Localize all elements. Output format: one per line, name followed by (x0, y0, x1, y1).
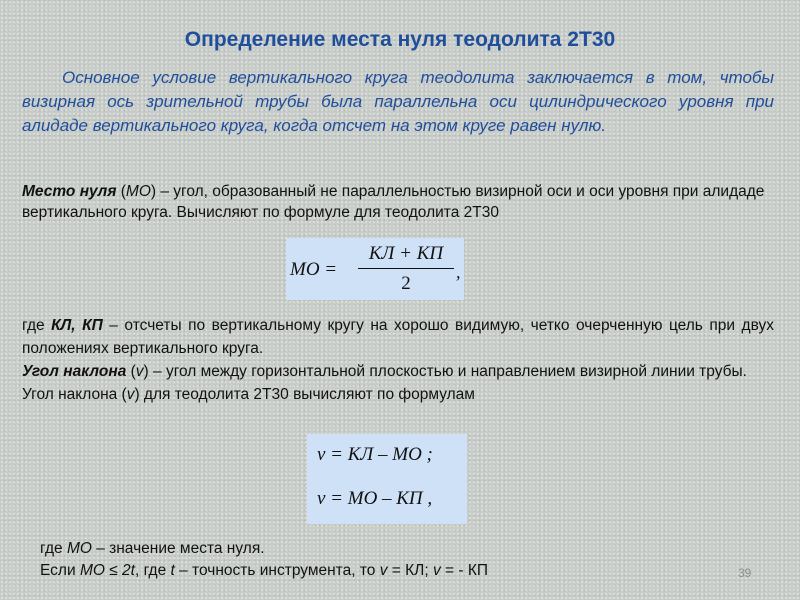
term-slope: Угол наклона (22, 363, 127, 380)
zero-place-formula (286, 238, 464, 300)
def-abbr: МО (125, 183, 151, 200)
slope-rest: ) – угол между горизонтальной плоскостью и направлением визирной линии трубы. (143, 363, 747, 380)
slope-formula-intro (22, 383, 774, 406)
where-mo (40, 538, 760, 560)
term-zero-place: Место нуля (22, 183, 117, 200)
cond-2t: 2t (122, 562, 135, 579)
formula1-fraction (358, 242, 454, 295)
slide-title: Определение места нуля теодолита 2Т30 (184, 28, 616, 51)
formula1-denominator: 2 (401, 273, 411, 295)
cond-le: ≤ (104, 562, 123, 579)
formula1-lhs: МО = (290, 259, 338, 280)
cond-v2: v (432, 562, 441, 579)
slope-intro-symbol: v (126, 386, 135, 403)
slope-intro-before: Угол наклона ( (22, 386, 127, 403)
slope-definition (22, 360, 774, 383)
cond-eq1: = КЛ; (387, 562, 433, 579)
intro-paragraph: Основное условие вертикального круга теодолита заключается в том, чтобы визирная ось зрительной трубы была параллельна оси цилиндрического уровня при алидаде вертикального круга, когда отсчет на этом круге равен нулю. (22, 68, 774, 135)
def-paren: ( (116, 183, 126, 200)
condition-line (40, 560, 760, 582)
cond-eq2: = - КП (440, 562, 488, 579)
formula1-comma: , (456, 262, 461, 282)
where1-prefix: где (22, 317, 52, 334)
where1-terms: КЛ, КП (51, 317, 103, 334)
where2-prefix: где (40, 540, 67, 557)
fraction-bar (358, 268, 454, 269)
slope-formula-2: v = МО – КП , (317, 488, 433, 509)
slope-symbol: v (135, 363, 144, 380)
slope-formulas (307, 434, 467, 524)
formula1-numerator: КЛ + КП (368, 243, 444, 264)
cond-abbr: МО (79, 562, 105, 579)
def-rest: ) – угол, образованный не параллельностью визирной оси и оси уровня при алидаде вертикального круга. Вычисляют по формуле для теодолита 2Т30 (22, 183, 765, 221)
where1-rest: – отсчеты по вертикальному кругу на хорошо видимую, четко очерченную цель при двух положениях вертикального круга. (22, 317, 774, 357)
zero-place-definition (22, 181, 774, 223)
page-number: 39 (738, 566, 752, 580)
slope-paren: ( (126, 363, 136, 380)
cond-t: t (170, 562, 175, 579)
slope-intro-after: ) для теодолита 2Т30 вычисляют по формулам (134, 386, 475, 403)
where-kl-kp (22, 314, 774, 360)
where2-rest: – значение места нуля. (91, 540, 265, 557)
bottom-notes (40, 538, 760, 582)
slope-formula-1: v = КЛ – МО ; (317, 444, 433, 465)
where2-abbr: МО (66, 540, 92, 557)
explanation-block (22, 314, 774, 406)
cond-v1: v (379, 562, 388, 579)
cond-rest: – точность инструмента, то (174, 562, 380, 579)
cond-before: Если (40, 562, 80, 579)
cond-mid: , где (134, 562, 171, 579)
